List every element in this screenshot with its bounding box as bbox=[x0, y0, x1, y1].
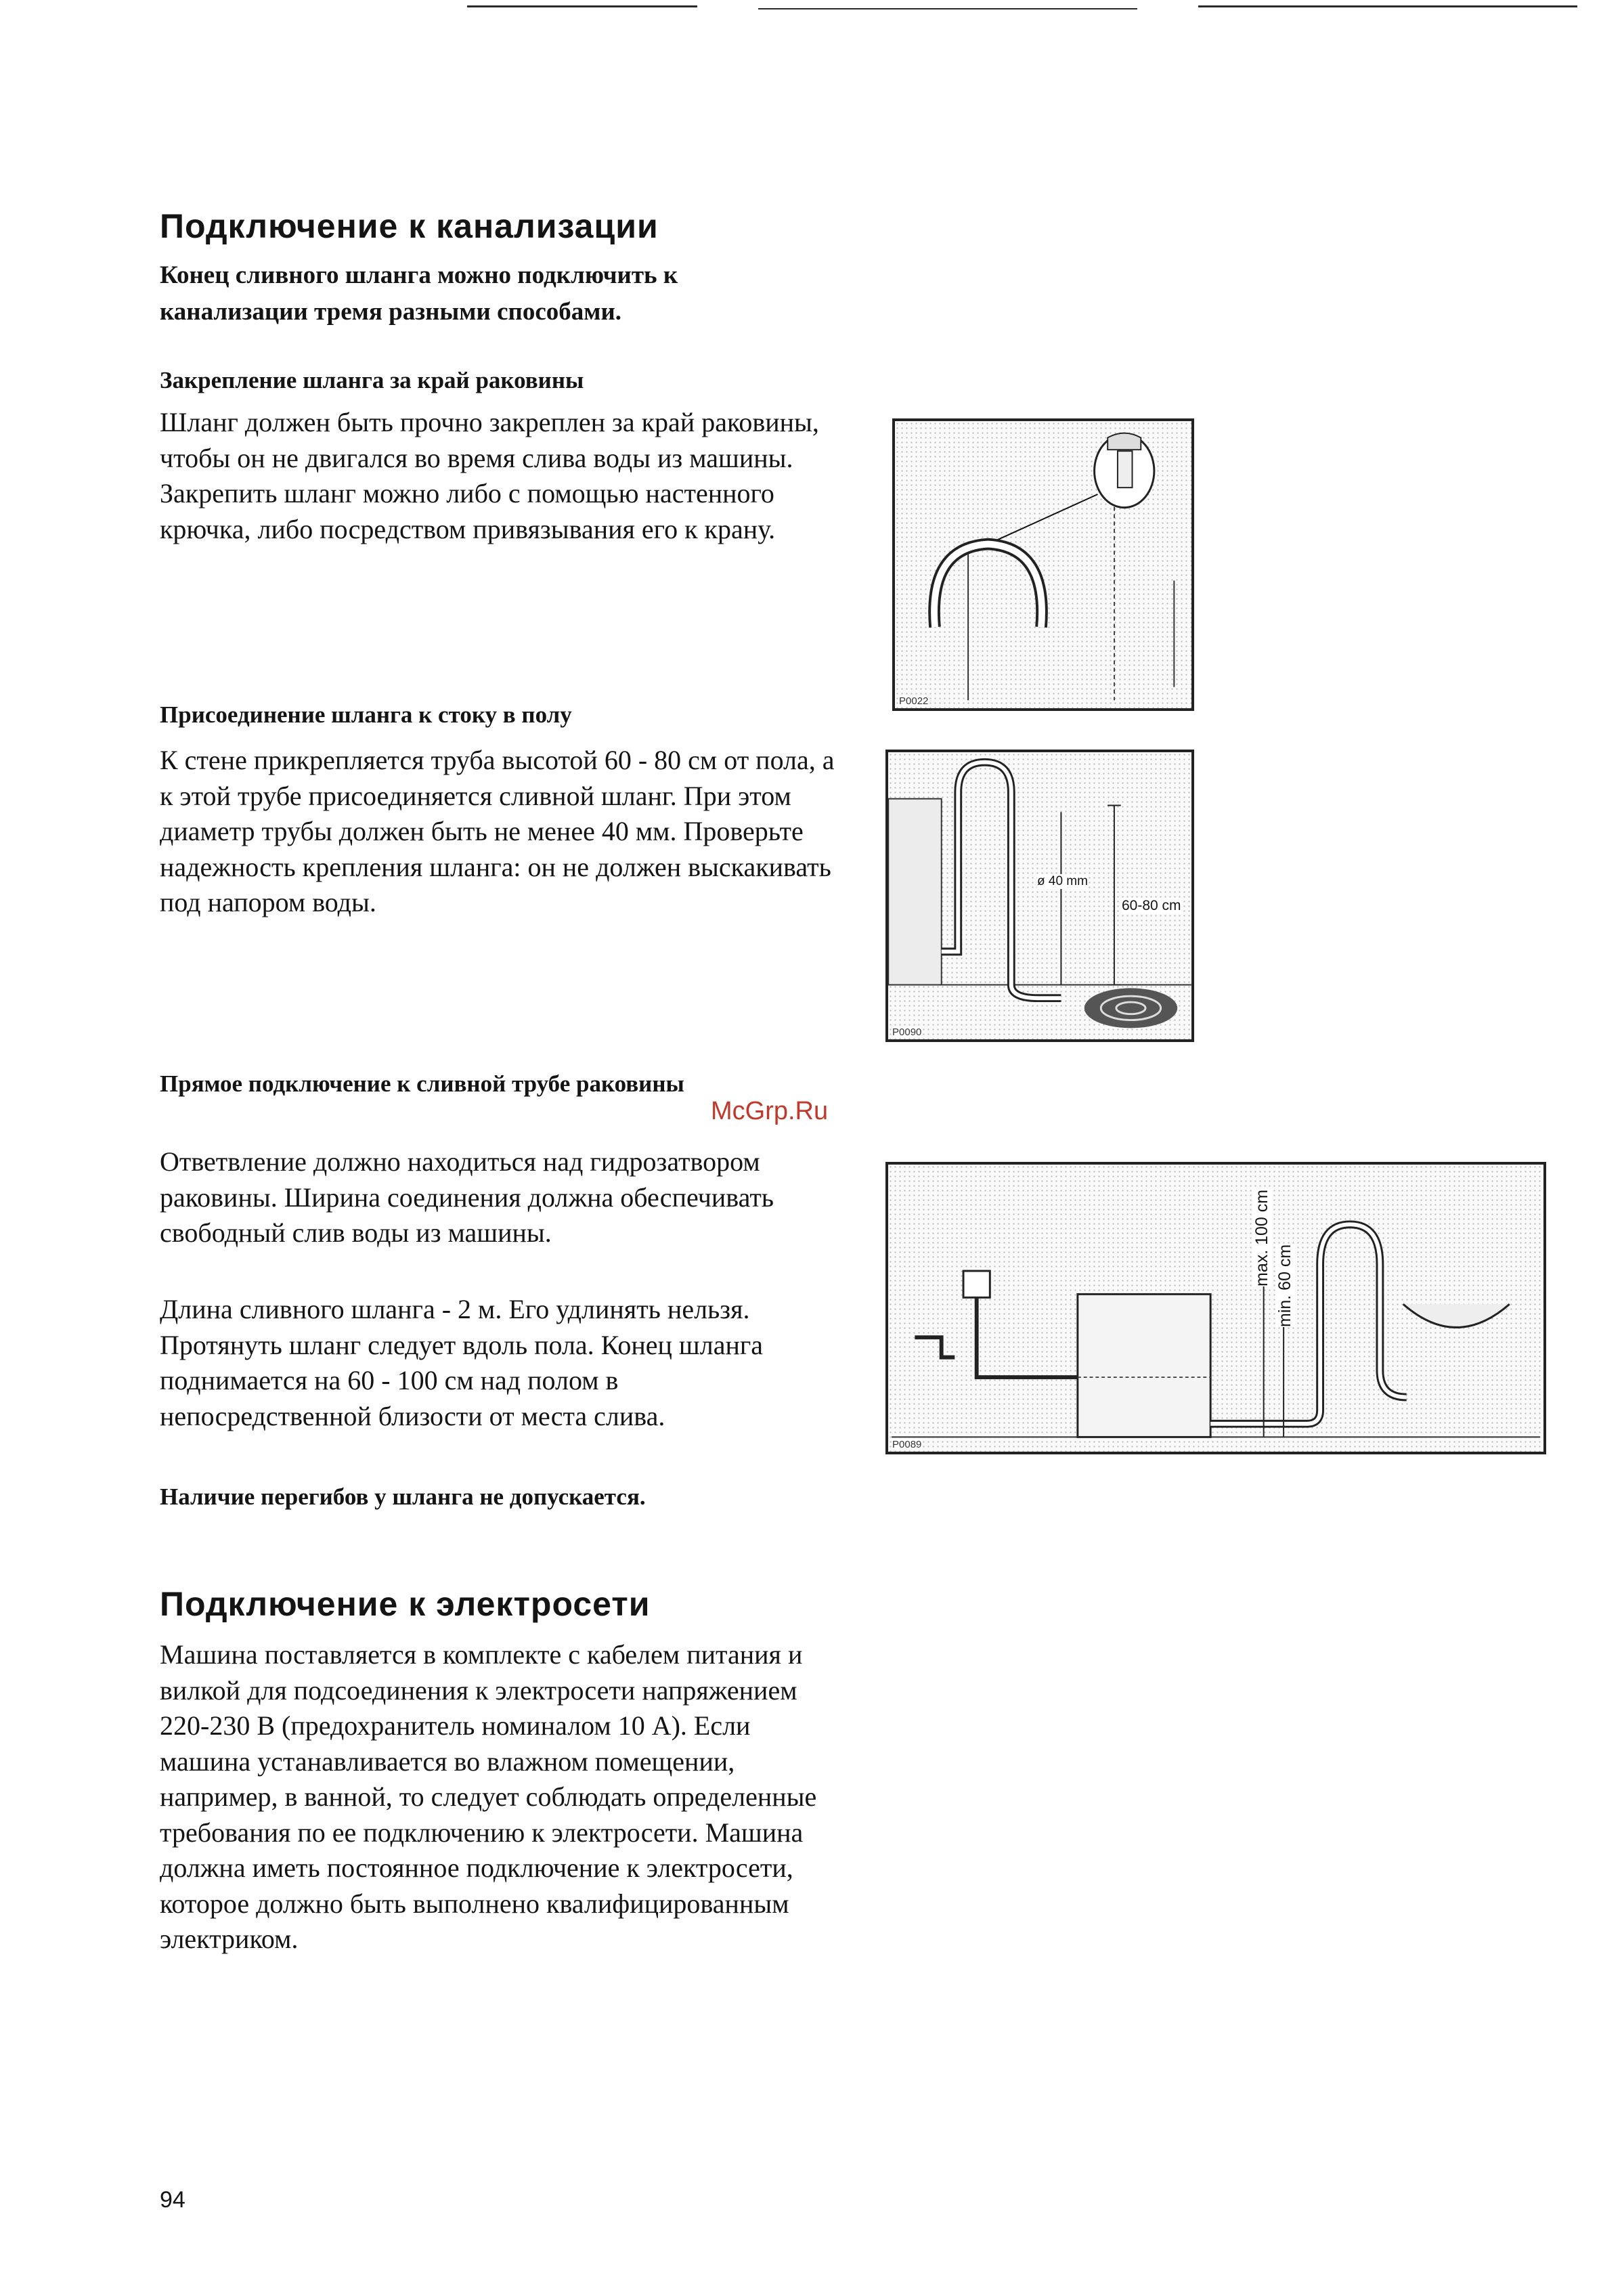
sink-pipe-illustration bbox=[888, 1165, 1543, 1452]
top-rule bbox=[758, 8, 1137, 9]
figure-code: P0090 bbox=[892, 1026, 922, 1038]
top-rule bbox=[1198, 5, 1577, 7]
method3-text2: Длина сливного шланга - 2 м. Его удлинять нельзя. Протянуть шланг следует вдоль пола. Конец шланга поднимается на 60 - 100 см над полом в непосредственной близости от места слива. bbox=[160, 1294, 764, 1431]
method1-text: Шланг должен быть прочно закреплен за край раковины, чтобы он не двигался во время слива воды из машины. Закрепить шланг можно либо с помощью настенного крючка, либо посредством привязывания его к крану. bbox=[160, 407, 819, 544]
label-diameter: ø 40 mm bbox=[1037, 874, 1088, 888]
power-text: Машина поставляется в комплекте с кабелем питания и вилкой для подсоединения к электросети напряжением 220-230 В (предохранитель номиналом 10 А). Если машина устанавливается во влажном помещении, например, в ванной, то следует соблюдать определенные требования по ее подключению к электросети. Машина должна иметь постоянное подключение к электросети, которое должно быть выполнено квалифицированным электриком. bbox=[160, 1639, 817, 1954]
method1-heading: Закрепление шланга за край раковины bbox=[160, 367, 584, 393]
figure-sink-edge bbox=[892, 418, 1194, 711]
figure-code: P0089 bbox=[892, 1439, 922, 1450]
section-title-sewage: Подключение к канализации bbox=[160, 207, 659, 245]
section-title-power: Подключение к электросети bbox=[160, 1585, 651, 1623]
sink-edge-illustration bbox=[895, 421, 1191, 708]
method3-text1: Ответвление должно находиться над гидрозатвором раковины. Ширина соединения должна обеспечивать свободный слив воды из машины. bbox=[160, 1146, 774, 1248]
figure-sink-pipe bbox=[885, 1162, 1546, 1454]
label-height: 60-80 cm bbox=[1122, 898, 1181, 913]
floor-drain-illustration bbox=[888, 752, 1191, 1039]
label-max: max. 100 cm bbox=[1252, 1189, 1271, 1286]
method3-heading: Прямое подключение к сливной трубе раковины bbox=[160, 1070, 684, 1097]
figure-floor-drain bbox=[885, 750, 1194, 1042]
top-rule bbox=[467, 5, 697, 7]
method2-text: К стене прикрепляется труба высотой 60 - 80 см от пола, а к этой трубе присоединяется сливной шланг. При этом диаметр трубы должен быть не менее 40 мм. Проверьте надежность крепления шланга: он не должен выскакивать под напором воды. bbox=[160, 745, 835, 917]
watermark: McGrp.Ru bbox=[711, 1097, 829, 1125]
figure-code: P0022 bbox=[899, 695, 929, 707]
page-number: 94 bbox=[160, 2187, 185, 2213]
label-min: min. 60 cm bbox=[1275, 1244, 1294, 1327]
method3-warning: Наличие перегибов у шланга не допускается. bbox=[160, 1483, 646, 1510]
method2-heading: Присоединение шланга к стоку в полу bbox=[160, 701, 572, 728]
sewage-intro: Конец сливного шланга можно подключить к канализации тремя разными способами. bbox=[160, 261, 678, 326]
